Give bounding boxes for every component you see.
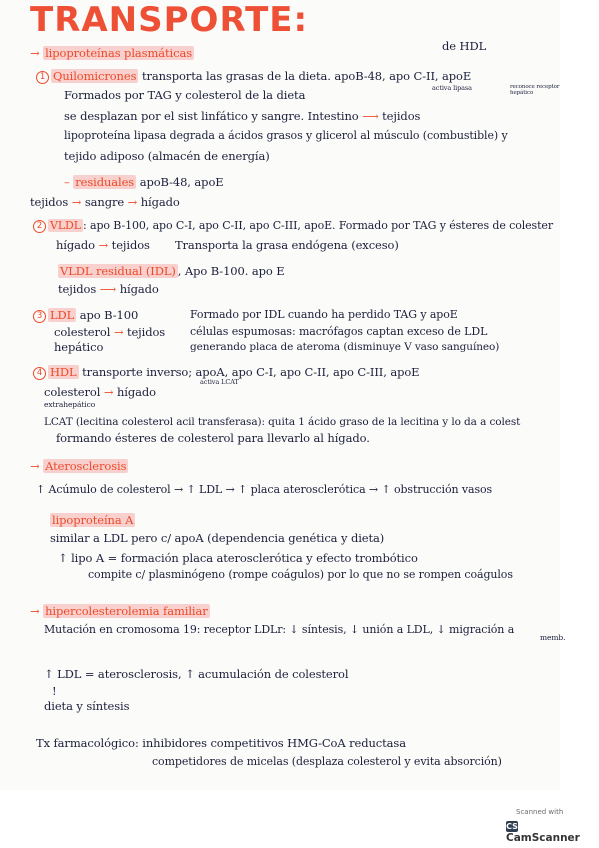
quilo-line4: lipoproteína lipasa degrada a ácidos grasos y glicerol al músculo (combustible) y [64,129,508,142]
quilo-text: transporta las grasas de la dieta. apoB-48, apo C-II, apoE [141,69,472,83]
hdl-text: transporte inverso; apoA, apo C-I, apo C-II, apo C-III, apoE [82,365,420,379]
vldl-text: : apo B-100, apo C-I, apo C-II, apo C-III, apoE. Formado por TAG y ésteres de colester [82,219,553,232]
arrow-icon: → [113,325,124,339]
hiper-line5: competidores de micelas (desplaza colesterol y evita absorción) [152,755,502,768]
number-4-icon: 4 [33,367,46,380]
quilo-line2: Formados por TAG y colesterol de la dieta [64,88,306,102]
vldl-line2-c: Transporta la grasa endógena (exceso) [174,238,399,252]
hdl-line2 [44,386,156,399]
hiper-line1: Mutación en cromosoma 19: receptor LDLr: ↓ síntesis, ↓ unión a LDL, ↓ migración a [44,623,515,636]
athero-line2: similar a LDL pero c/ apoA (dependencia genética y dieta) [50,531,385,545]
quilo-line1 [36,70,471,84]
arrow-icon: → [30,46,40,60]
hiper-line1-note: memb. [540,633,566,642]
vldl-line4-b: hígado [119,282,159,296]
exclamation-icon: ! [52,684,57,698]
scanned-with-text: Scanned with [516,808,564,816]
camscanner-stamp [506,808,592,844]
hiper-line4 [36,737,406,750]
vldl-line2-a: hígado [56,238,95,252]
athero-line4: compite c/ plasminógeno (rompe coágulos) por lo que no se rompen coágulos [88,568,513,581]
arrow-icon: → [127,195,138,209]
vldl-label: VLDL [50,219,81,232]
camscanner-icon: CS [506,822,518,831]
lipo-a-label: lipoproteína A [52,513,134,527]
residuales-text: apoB-48, apoE [139,175,224,189]
athero-line3: ↑ lipo A = formación placa aterosclerótica y efecto trombótico [58,551,418,565]
arrow-icon: → [30,459,40,473]
quilo-line3 [64,110,420,123]
note-reconoce-receptor: reconoce receptor hepático [510,84,560,96]
vldl-line1 [33,220,553,233]
ldl-text: apo B-100 [79,308,139,322]
section-heading: hipercolesterolemia familiar [45,604,208,618]
tx-label: Tx farmacológico: [36,736,139,750]
hiper-line2: ↑ LDL = aterosclerosis, ↑ acumulación de colesterol [44,667,349,681]
arrow-icon: ⟶ [99,282,117,296]
note-de-hdl: de HDL [442,39,487,53]
lipo-a-heading [50,514,135,527]
quilo-line3-end: tejidos [382,109,421,123]
hdl-line2-a: colesterol [44,385,101,399]
camscanner-brand: CamScanner [506,832,580,844]
ldl-line2-a: colesterol [54,325,111,339]
ldl-line2-b: tejidos [126,325,166,339]
arrow-icon: → [98,238,109,252]
arrow-icon: ⟶ [362,109,379,123]
arrow-icon: → [71,195,82,209]
hdl-label: HDL [50,365,77,379]
ldl-hepatico: hepático [54,340,104,354]
vldl-line4-a: tejidos [58,282,97,296]
vldl-residual-text: , Apo B-100. apo E [177,264,285,278]
section-aterosclerosis [30,460,128,473]
vldl-residual-label: VLDL residual (IDL) [60,264,176,278]
hdl-extrahepatico: extrahepático [44,400,96,409]
section-heading: lipoproteínas plasmáticas [45,46,193,60]
ldl-right1: Formado por IDL cuando ha perdido TAG y apoE [190,308,458,321]
quilo-line6-c: hígado [140,195,180,209]
hdl-line4: formando ésteres de colesterol para llevarlo al hígado. [56,431,370,445]
camscanner-logo [506,819,592,844]
quilo-line6-a: tejidos [30,195,69,209]
number-1-icon: 1 [36,71,49,84]
hdl-line3: LCAT (lecitina colesterol acil transferasa): quita 1 ácido graso de la lecitina y lo da a colest [44,416,521,428]
quilo-line5: tejido adiposo (almacén de energía) [64,149,270,163]
athero-line1: ↑ Acúmulo de colesterol → ↑ LDL → ↑ placa aterosclerótica → ↑ obstrucción vasos [36,483,493,496]
section-lipoproteinas [30,47,194,60]
hiper-line3: dieta y síntesis [44,699,130,713]
arrow-icon: → [103,385,114,399]
vldl-line4 [58,283,159,296]
quilo-label: Quilomicrones [53,69,137,83]
ldl-line1 [33,309,138,323]
residuales-label: residuales [75,175,135,189]
number-3-icon: 3 [33,310,46,323]
ldl-right2: células espumosas: macrófagos captan exceso de LDL [190,325,488,338]
vldl-line2-b: tejidos [111,238,150,252]
ldl-right3: generando placa de ateroma (disminuye V vaso sanguíneo) [190,341,500,353]
quilo-line3-text: se desplazan por el sist linfático y sangre. Intestino [64,109,359,123]
arrow-icon: – [64,175,70,189]
vldl-residual-line [58,265,285,278]
arrow-icon: → [30,604,40,618]
ldl-label: LDL [50,308,75,322]
section-heading: Aterosclerosis [45,459,127,473]
quilo-line6 [30,196,180,209]
residuales-line [64,176,224,189]
tx-inhibidores: inhibidores competitivos HMG-CoA reductasa [142,736,406,750]
hdl-line2-b: hígado [116,385,156,399]
section-hipercolesterolemia [30,605,210,618]
ldl-line2 [54,326,165,339]
number-2-icon: 2 [33,220,46,233]
vldl-line2 [56,239,399,252]
quilo-line6-b: sangre [84,195,125,209]
note-activa-lcat: activa LCAT [200,378,239,386]
page-title: TRANSPORTE: [30,0,309,40]
note-activa-lipasa: activa lipasa [432,84,472,92]
